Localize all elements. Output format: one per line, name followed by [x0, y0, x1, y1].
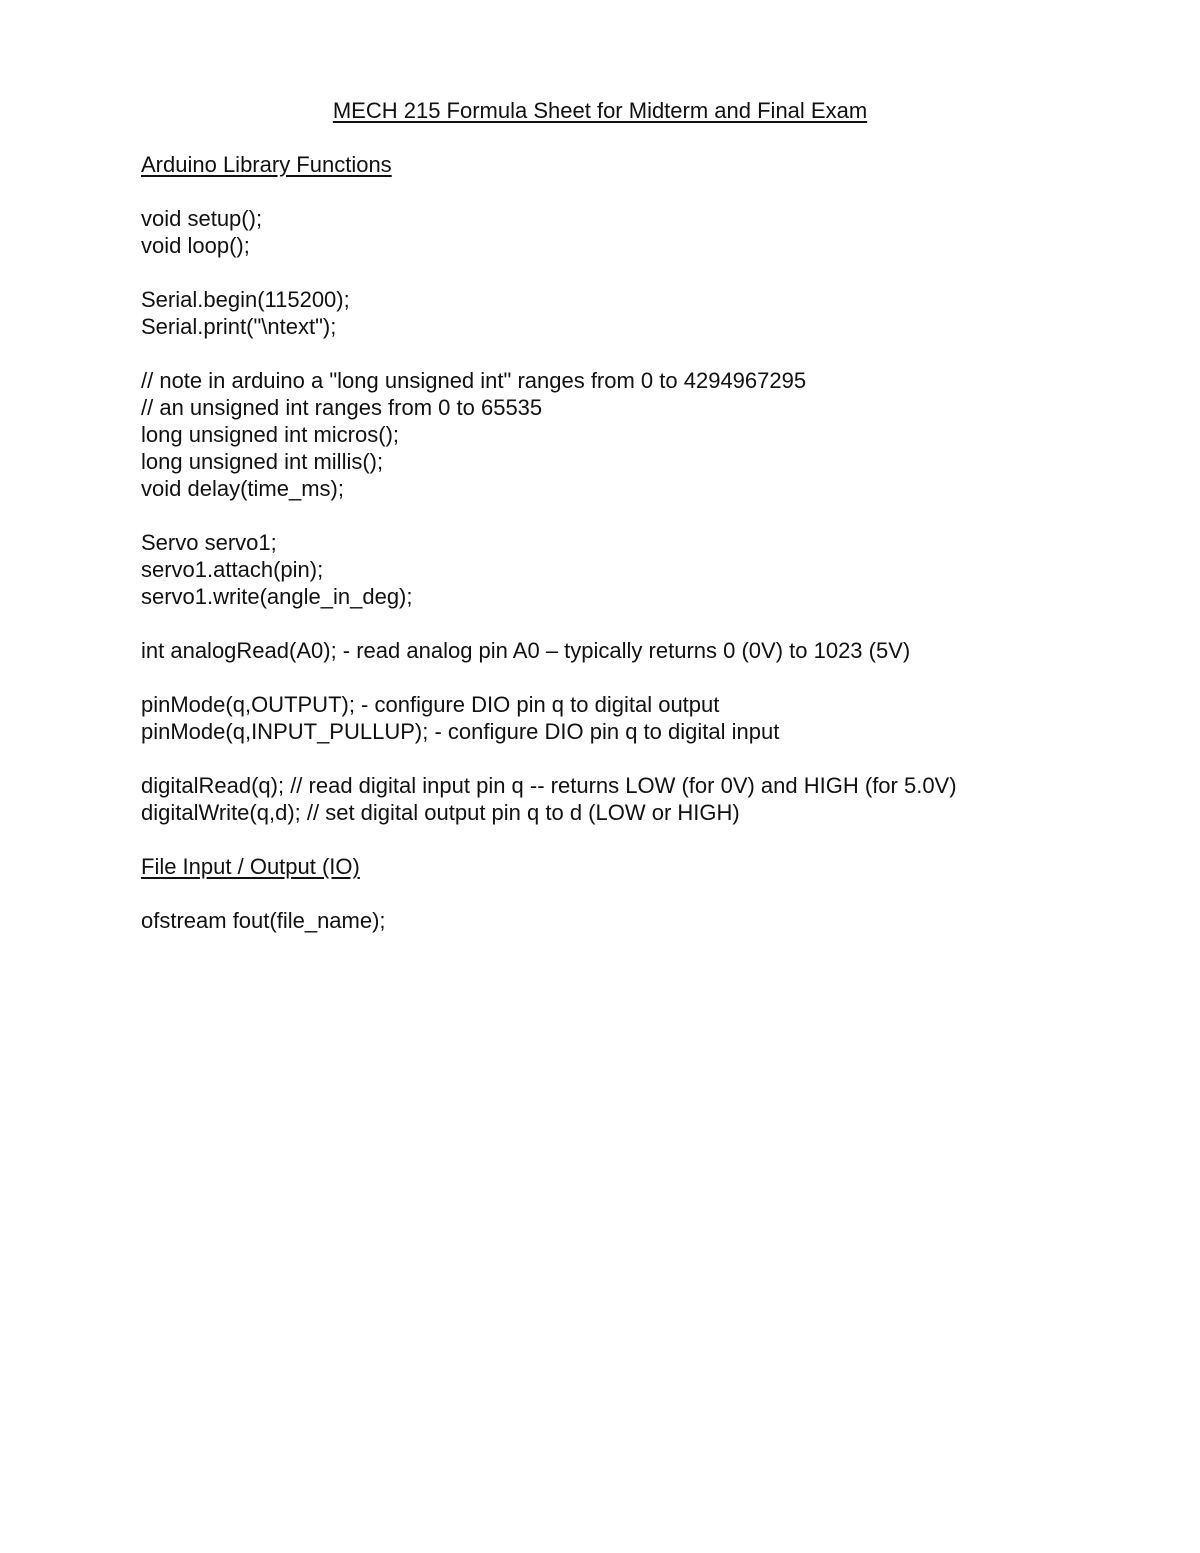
spacer	[141, 259, 1141, 286]
code-line: Servo servo1;	[141, 530, 277, 555]
code-line: servo1.write(angle_in_deg);	[141, 584, 413, 609]
page-title: MECH 215 Formula Sheet for Midterm and Final Exam	[332, 98, 868, 123]
code-line: digitalWrite(q,d); // set digital output pin q to d (LOW or HIGH)	[141, 800, 740, 825]
section-heading-arduino: Arduino Library Functions	[141, 152, 392, 177]
spacer	[141, 178, 1141, 205]
code-comment-line: // an unsigned int ranges from 0 to 65535	[141, 395, 543, 420]
code-line: int analogRead(A0); - read analog pin A0 – typically returns 0 (0V) to 1023 (5V)	[141, 638, 911, 663]
code-line: servo1.attach(pin);	[141, 557, 324, 582]
spacer	[141, 664, 1141, 691]
code-line: pinMode(q,INPUT_PULLUP); - configure DIO pin q to digital input	[141, 719, 780, 744]
code-line: ofstream fout(file_name);	[141, 908, 386, 933]
spacer	[141, 745, 1141, 772]
section-heading-file-io: File Input / Output (IO)	[141, 854, 360, 879]
code-comment-line: // note in arduino a "long unsigned int" ranges from 0 to 4294967295	[141, 368, 807, 393]
spacer	[141, 502, 1141, 529]
code-line: long unsigned int millis();	[141, 449, 384, 474]
code-line: digitalRead(q); // read digital input pin q -- returns LOW (for 0V) and HIGH (for 5.0V)	[141, 773, 957, 798]
code-line: void setup();	[141, 206, 263, 231]
code-line: pinMode(q,OUTPUT); - configure DIO pin q to digital output	[141, 692, 720, 717]
spacer	[141, 610, 1141, 637]
code-line: long unsigned int micros();	[141, 422, 400, 447]
code-line: void loop();	[141, 233, 250, 258]
document-body	[141, 151, 1141, 934]
code-line: Serial.print("\ntext");	[141, 314, 337, 339]
spacer	[141, 340, 1141, 367]
spacer	[141, 826, 1141, 853]
spacer	[141, 880, 1141, 907]
code-line: void delay(time_ms);	[141, 476, 344, 501]
code-line: Serial.begin(115200);	[141, 287, 350, 312]
